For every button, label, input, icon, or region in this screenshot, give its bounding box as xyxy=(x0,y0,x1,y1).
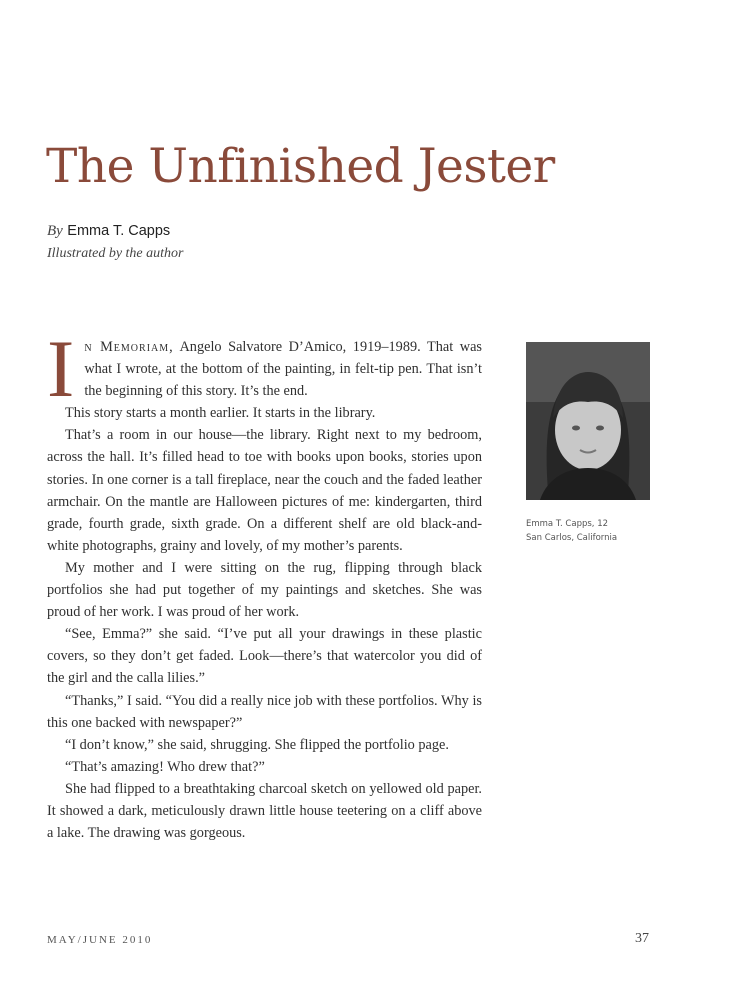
story-paragraph: “That’s amazing! Who drew that?” xyxy=(65,758,265,775)
author-portrait-image xyxy=(526,342,650,500)
story-paragraph: “See, Emma?” she said. “I’ve put all your drawings in these plastic covers, so they don’t get faded. Look—there’s that watercolor you did of the girl and the calla lilies.” xyxy=(47,626,482,687)
story-body xyxy=(47,323,482,844)
byline xyxy=(47,223,170,240)
story-paragraph: This story starts a month earlier. It starts in the library. xyxy=(65,405,376,422)
footer-issue: MAY/JUNE 2010 xyxy=(47,934,153,946)
byline-author: Emma T. Capps xyxy=(67,223,171,239)
story-paragraph: “Thanks,” I said. “You did a really nice job with these portfolios. Why is this one backed with newspaper?” xyxy=(47,692,482,731)
first-paragraph-text: Angelo Salvatore D’Amico, 1919–1989. That was what I wrote, at the bottom of the painting, in felt-tip pen. That isn’t the beginning of this story. It’s the end. xyxy=(84,339,482,400)
page-number: 37 xyxy=(635,931,649,946)
caption-location: San Carlos, California xyxy=(526,533,618,543)
drop-cap: I xyxy=(47,323,75,414)
story-paragraph: “I don’t know,” she said, shrugging. She flipped the portfolio page. xyxy=(65,736,449,753)
caption-name: Emma T. Capps, 12 xyxy=(526,519,609,529)
story-paragraph: That’s a room in our house—the library. Right next to my bedroom, across the hall. It’s filled head to toe with books upon books, stories upon stories. In one corner is a tall fireplace, near the couch and the faded leather armchair. On the mantle are Halloween pictures of me: kindergarten, third grade, fourth grade, sixth grade. On a different shelf are old black-and-white photographs, grainy and lovely, of my mother’s parents. xyxy=(47,427,482,554)
story-paragraph: My mother and I were sitting on the rug, flipping through black portfolios she had put together of my paintings and sketches. She was proud of her work. I was proud of her work. xyxy=(47,559,482,621)
photo-caption xyxy=(526,517,676,545)
byline-by: By xyxy=(47,223,63,239)
opening-smallcaps: n Memoriam, xyxy=(84,339,174,355)
author-photo xyxy=(526,342,650,500)
story-paragraph: She had flipped to a breathtaking charcoal sketch on yellowed old paper. It showed a dark, meticulously drawn little house teetering on a cliff above a lake. The drawing was gorgeous. xyxy=(47,780,482,842)
article-title: The Unfinished Jester xyxy=(46,139,555,194)
illustrated-credit: Illustrated by the author xyxy=(47,246,184,261)
